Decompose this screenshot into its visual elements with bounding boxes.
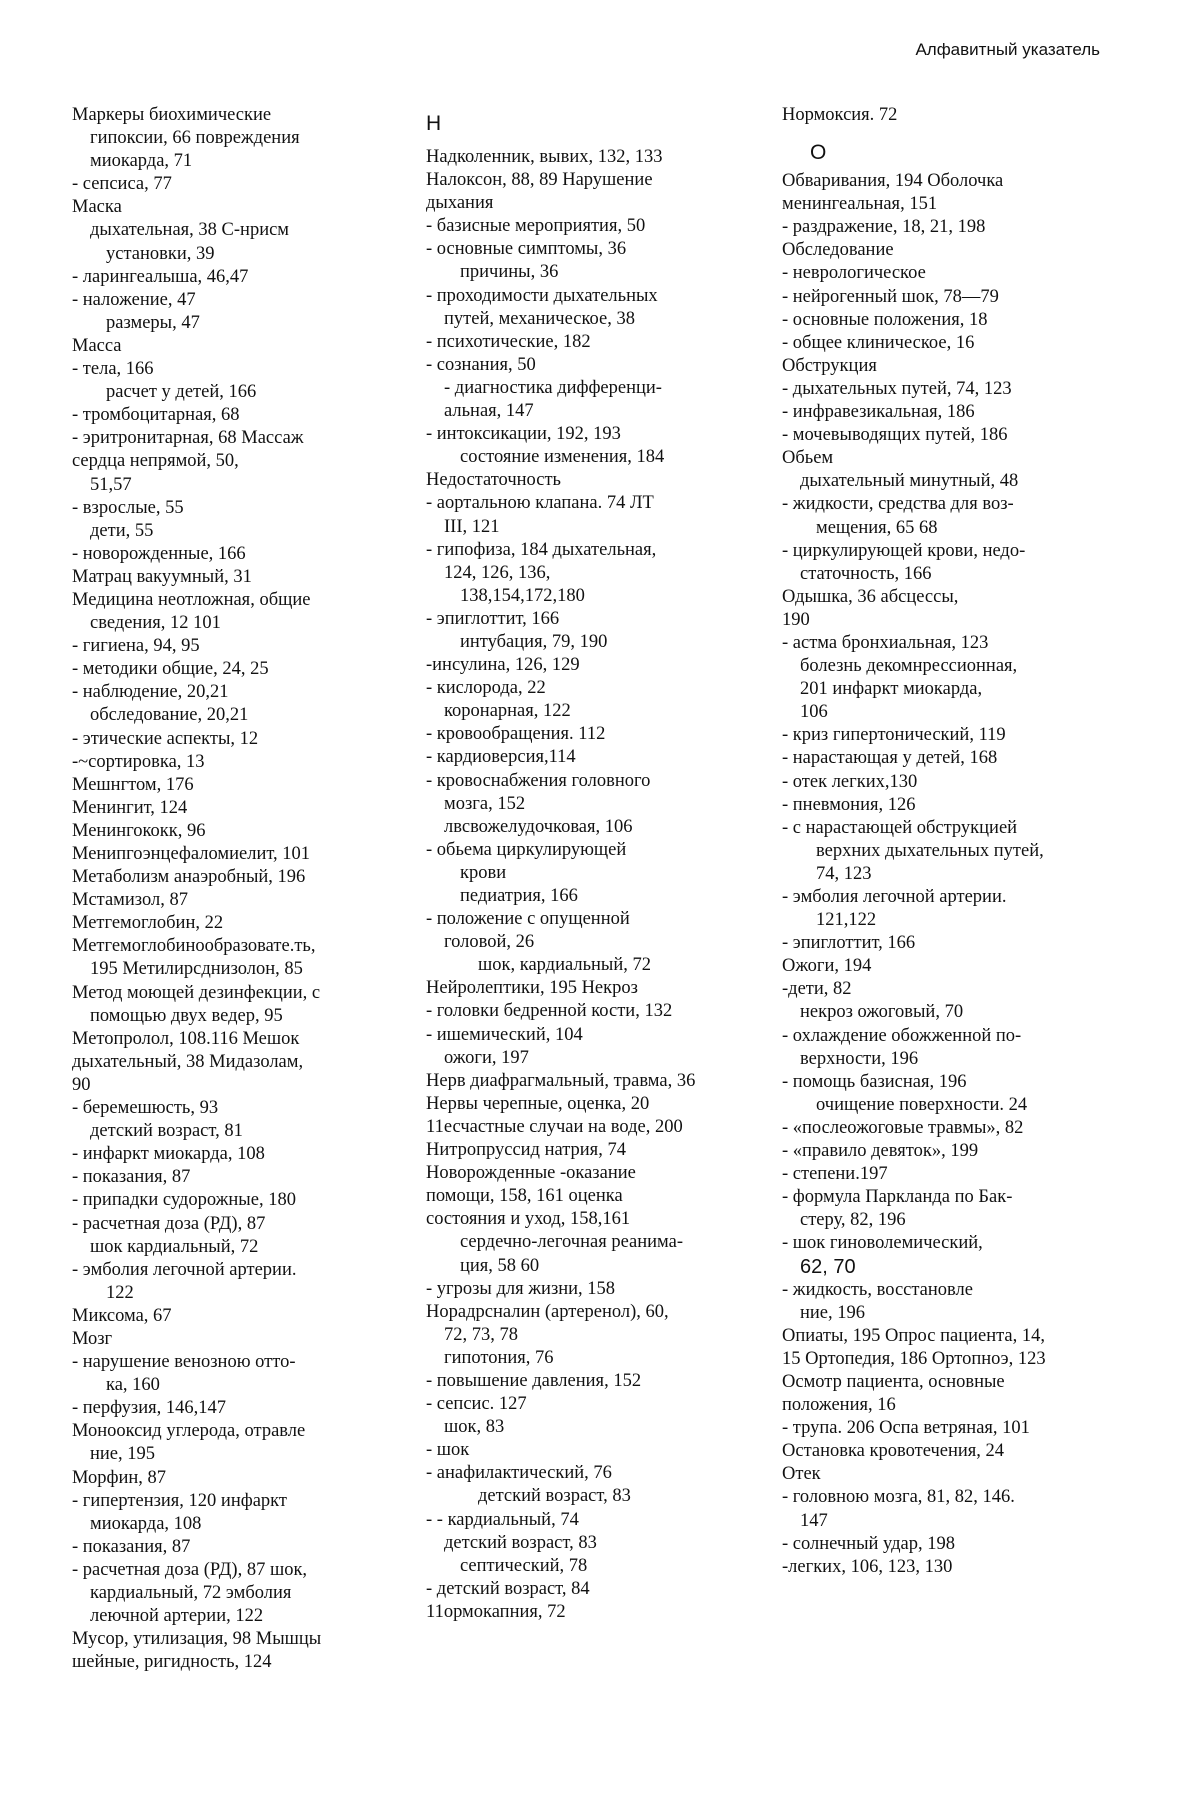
index-entry-line: установки, 39 <box>106 243 215 264</box>
index-entry-line: сердечно-легочная реанима- <box>460 1232 683 1253</box>
index-entry-line: дыхательный минутный, 48 <box>800 471 1019 492</box>
index-entry-line: Нейролептики, 195 Некроз <box>426 978 638 999</box>
index-entry-line: - охлаждение обожженной по- <box>782 1025 1022 1046</box>
index-entry-line: - обьема циркулирующей <box>426 839 627 860</box>
index-entry-line: менингеальная, 151 <box>782 194 938 215</box>
index-entry-line: положения, 16 <box>782 1395 896 1416</box>
index-entry-line: - криз гипертонический, 119 <box>782 725 1006 746</box>
index-entry-line: размеры, 47 <box>106 312 200 333</box>
index-entry-line: - показания, 87 <box>72 1536 191 1557</box>
index-entry-line: - проходимости дыхательных <box>426 285 658 306</box>
index-entry-line: дыхательная, 38 С-нрисм <box>90 220 290 241</box>
index-entry-line: - циркулирующей крови, недо- <box>782 540 1026 561</box>
index-entry-line: - базисные мероприятия, 50 <box>426 216 646 237</box>
index-entry-line: - взрослые, 55 <box>72 497 184 518</box>
index-entry-line: - солнечный удар, 198 <box>782 1533 956 1554</box>
index-entry-line: сердца непрямой, 50, <box>72 451 239 472</box>
index-entry-line: верхних дыхательных путей, <box>816 840 1044 861</box>
index-entry-line: - гигиена, 94, 95 <box>72 636 200 657</box>
index-entry-line: - повышение давления, 152 <box>426 1370 642 1391</box>
index-entry-line: - психотические, 182 <box>426 331 591 352</box>
section-letter: Н <box>426 112 442 135</box>
index-entry-line: Недостаточность <box>426 470 561 491</box>
index-entry-line: Новорожденные -оказание <box>426 1163 636 1184</box>
index-entry-line: леючной артерии, 122 <box>90 1606 264 1627</box>
index-entry-line: Миксома, 67 <box>72 1305 172 1326</box>
index-entry-line: шок, 83 <box>444 1417 505 1438</box>
index-entry-line: - детский возраст, 84 <box>426 1578 590 1599</box>
index-entry-line: - астма бронхиальная, 123 <box>782 632 989 653</box>
index-entry-line: состояние изменения, 184 <box>460 447 665 468</box>
index-entry-line: Нервы черепные, оценка, 20 <box>426 1093 650 1114</box>
index-entry-line: - нарушение венозною отто- <box>72 1352 296 1373</box>
index-entry-line: Обьем <box>782 448 834 469</box>
index-entry-line: Маска <box>72 197 122 218</box>
index-entry-line: Одышка, 36 абсцессы, <box>782 586 959 607</box>
section-letter: О <box>810 141 827 165</box>
index-entry-line: - сознания, 50 <box>426 354 536 375</box>
index-entry-line: Обследование <box>782 240 894 261</box>
index-entry-line: 15 Ортопедия, 186 Ортопноэ, 123 <box>782 1348 1046 1369</box>
index-entry-line: 106 <box>800 702 828 723</box>
index-entry-line: - головною мозга, 81, 82, 146. <box>782 1487 1015 1508</box>
index-entry-line: - этические аспекты, 12 <box>72 728 259 749</box>
index-entry-line: 122 <box>106 1282 134 1303</box>
index-entry-line: - нейрогенный шок, 78—79 <box>782 286 999 307</box>
index-entry-line: мещения, 65 68 <box>816 517 938 538</box>
index-entry-line: - угрозы для жизни, 158 <box>426 1278 616 1299</box>
index-column-3 <box>782 104 1112 1579</box>
index-column-2 <box>426 104 766 1624</box>
index-entry-line: - эпиглоттит, 166 <box>426 608 560 629</box>
index-entry-line: - головки бедренной кости, 132 <box>426 1001 673 1022</box>
index-entry-line: - кислорода, 22 <box>426 678 546 699</box>
index-entry-line: Осмотр пациента, основные <box>782 1371 1005 1392</box>
index-entry-line: Нормоксия. 72 <box>782 105 898 125</box>
index-entry-line: путей, механическое, 38 <box>444 308 635 329</box>
index-entry-line: - расчетная доза (РД), 87 шок, <box>72 1559 308 1580</box>
index-entry-line: Метгемоглобинообразовате.ть, <box>72 936 316 957</box>
index-entry-line: ожоги, 197 <box>444 1047 529 1068</box>
index-entry-line: 124, 126, 136, <box>444 562 551 583</box>
index-entry-line: - перфузия, 146,147 <box>72 1398 227 1419</box>
index-entry-line: 11есчастные случаи на воде, 200 <box>426 1116 683 1137</box>
index-entry-line: -легких, 106, 123, 130 <box>782 1556 953 1577</box>
index-entry-line: - эмболия легочной артерии. <box>72 1259 297 1280</box>
index-entry-line: Остановка кровотечения, 24 <box>782 1441 1005 1462</box>
index-entry-line: Метод моющей дезинфекции, с <box>72 982 321 1003</box>
index-entry-line: 190 <box>782 609 810 630</box>
index-entry-line: крови <box>460 862 507 883</box>
index-entry-line: - - кардиальный, 74 <box>426 1509 579 1530</box>
index-entry-line: головой, 26 <box>444 932 535 953</box>
index-entry-line: Метаболизм анаэробный, 196 <box>72 867 306 888</box>
index-entry-line: дыхательный, 38 Мидазолам, <box>72 1051 304 1072</box>
index-entry-line: - жидкости, средства для воз- <box>782 494 1014 515</box>
index-entry-line: ние, 196 <box>800 1302 866 1323</box>
index-entry-line: 72, 73, 78 <box>444 1324 518 1345</box>
index-entry-line: -дети, 82 <box>782 979 852 1000</box>
index-entry-line: - шок гиноволемический, <box>782 1233 983 1254</box>
index-entry-line: расчет у детей, 166 <box>106 382 257 403</box>
index-entry-line: интубация, 79, 190 <box>460 631 608 652</box>
index-entry-line: 74, 123 <box>816 863 872 884</box>
index-entry-line: 51,57 <box>90 474 132 495</box>
index-entry-line: Обструкция <box>782 355 877 376</box>
index-entry-line: 195 Метилирсднизолон, 85 <box>90 959 303 980</box>
index-entry-line: педиатрия, 166 <box>460 886 578 906</box>
index-entry-line: детский возраст, 83 <box>478 1486 631 1507</box>
index-entry-line: Маркеры биохимические <box>72 105 272 125</box>
index-entry-line: Мозг <box>72 1328 113 1349</box>
index-entry-line: Менингококк, 96 <box>72 820 206 841</box>
index-entry-line: - гипертензия, 120 инфаркт <box>72 1490 288 1511</box>
index-entry-line: - тромбоцитарная, 68 <box>72 405 240 426</box>
index-entry-line: Мстамизол, 87 <box>72 890 188 911</box>
index-entry-line: - «правило девяток», 199 <box>782 1141 979 1162</box>
index-entry-line: болезнь декомнрессионная, <box>800 656 1018 677</box>
index-entry-line: III, 121 <box>444 516 500 537</box>
index-entry-line: - диагностика дифференци- <box>444 377 662 398</box>
index-entry-line: Нерв диафрагмальный, травма, 36 <box>426 1070 696 1091</box>
index-entry-line: верхности, 196 <box>800 1048 919 1069</box>
index-entry-line: - степени.197 <box>782 1164 888 1185</box>
index-entry-line: сведения, 12 101 <box>90 613 221 634</box>
index-entry-line: - ишемический, 104 <box>426 1024 583 1045</box>
index-entry-line: гипотония, 76 <box>444 1347 554 1368</box>
index-entry-line: Менипгоэнцефаломиелит, 101 <box>72 844 311 864</box>
index-entry-line: - кардиоверсия,114 <box>426 747 576 768</box>
index-entry-line: дыхания <box>426 193 494 214</box>
index-entry-line: Мусор, утилизация, 98 Мышцы <box>72 1629 322 1650</box>
index-entry-line: статочность, 166 <box>800 563 932 584</box>
index-entry-line: - гипофиза, 184 дыхательная, <box>426 539 657 560</box>
index-entry-line: - расчетная доза (РД), 87 <box>72 1213 266 1234</box>
index-entry-line: - шок <box>426 1440 470 1461</box>
index-entry-line: - сепсиса, 77 <box>72 174 172 195</box>
index-entry-line: 201 инфаркт миокарда, <box>800 679 983 700</box>
index-entry-line: -~сортировка, 13 <box>72 751 205 772</box>
index-entry-line: - помощь базисная, 196 <box>782 1071 967 1092</box>
index-entry-line: - наблюдение, 20,21 <box>72 682 229 703</box>
index-entry-line: миокарда, 71 <box>90 151 193 172</box>
index-entry-line: - инфаркт миокарда, 108 <box>72 1144 265 1165</box>
index-entry-line: - нарастающая у детей, 168 <box>782 748 998 769</box>
index-entry-line: Мешнгтом, 176 <box>72 774 194 795</box>
running-head: Алфавитный указатель <box>915 40 1100 59</box>
index-entry-line: причины, 36 <box>460 262 559 283</box>
index-entry-line: Отек <box>782 1464 821 1485</box>
index-entry-line: - положение с опущенной <box>426 909 630 930</box>
index-entry-line: помощи, 158, 161 оценка <box>426 1186 623 1207</box>
index-entry-line: Медицина неотложная, общие <box>72 589 311 610</box>
index-entry-line: - эритронитарная, 68 Массаж <box>72 428 304 449</box>
index-entry-line: шок кардиальный, 72 <box>90 1236 259 1257</box>
index-entry-line: - ларингеалыша, 46,47 <box>72 266 249 287</box>
index-entry-line: Нитропруссид натрия, 74 <box>426 1140 626 1161</box>
index-entry-line: - с нарастающей обструкцией <box>782 817 1018 838</box>
index-entry-line: очищение поверхности. 24 <box>816 1094 1028 1115</box>
index-entry-line: шок, кардиальный, 72 <box>478 955 651 976</box>
index-column-1 <box>72 104 392 1674</box>
index-entry-line: ка, 160 <box>106 1375 160 1396</box>
index-entry-line: - дыхательных путей, 74, 123 <box>782 378 1012 399</box>
index-entry-line: - формула Паркланда по Бак- <box>782 1187 1013 1208</box>
index-entry-line: - беремешюсть, 93 <box>72 1098 219 1119</box>
index-entry-line: Надколенник, вывих, 132, 133 <box>426 147 663 167</box>
index-entry-line: детский возраст, 83 <box>444 1532 597 1553</box>
index-entry-line: - наложение, 47 <box>72 289 196 310</box>
index-entry-line: Опиаты, 195 Опрос пациента, 14, <box>782 1325 1046 1346</box>
index-entry-line: - жидкость, восстановле <box>782 1279 973 1300</box>
index-entry-line: 121,122 <box>816 910 877 931</box>
index-entry-line: гипоксии, 66 повреждения <box>90 128 300 149</box>
index-entry-line: Норадрсналин (артеренол), 60, <box>426 1301 669 1322</box>
index-entry-line: некроз ожоговый, 70 <box>800 1002 964 1023</box>
index-entry-line: - эмболия легочной артерии. <box>782 887 1007 907</box>
index-entry-line: - кровообращения. 112 <box>426 724 606 745</box>
index-entry-line: септический, 78 <box>460 1555 588 1576</box>
index-entry-line: 147 <box>800 1510 828 1531</box>
index-entry-line: 62, 70 <box>800 1255 856 1278</box>
index-entry-line: - показания, 87 <box>72 1167 191 1188</box>
index-entry-line: лвсвожелудочковая, 106 <box>444 816 633 837</box>
index-entry-line: - отек легких,130 <box>782 771 918 792</box>
index-entry-line: кардиальный, 72 эмболия <box>90 1583 292 1603</box>
index-entry-line: Морфин, 87 <box>72 1467 167 1488</box>
index-entry-line: - методики общие, 24, 25 <box>72 659 269 680</box>
index-entry-line: - трупа. 206 Оспа ветряная, 101 <box>782 1418 1030 1439</box>
index-entry-line: коронарная, 122 <box>444 701 571 722</box>
index-entry-line: Налоксон, 88, 89 Нарушение <box>426 170 653 191</box>
index-entry-line: дети, 55 <box>90 520 154 541</box>
index-entry-line: - сепсис. 127 <box>426 1394 527 1415</box>
index-entry-line: ние, 195 <box>90 1444 156 1465</box>
index-entry-line: - аортальною клапана. 74 ЛТ <box>426 493 654 514</box>
index-entry-line: Менингит, 124 <box>72 797 188 818</box>
index-entry-line: детский возраст, 81 <box>90 1121 243 1142</box>
index-entry-line: - инфравезикальная, 186 <box>782 402 975 423</box>
index-entry-line: Обваривания, 194 Оболочка <box>782 171 1004 192</box>
index-entry-line: - кровоснабжения головного <box>426 770 651 791</box>
index-entry-line: 138,154,172,180 <box>460 585 585 606</box>
index-entry-line: Монооксид углерода, отравле <box>72 1421 306 1442</box>
index-entry-line: - «послеожоговые травмы», 82 <box>782 1117 1024 1138</box>
index-entry-line: - основные симптомы, 36 <box>426 239 627 260</box>
index-entry-line: альная, 147 <box>444 401 534 422</box>
index-entry-line: Метопролол, 108.116 Мешок <box>72 1028 300 1049</box>
index-entry-line: - мочевыводящих путей, 186 <box>782 425 1008 446</box>
index-entry-line: шейные, ригидность, 124 <box>72 1652 272 1673</box>
index-entry-line: стеру, 82, 196 <box>800 1210 906 1231</box>
index-entry-line: - припадки судорожные, 180 <box>72 1190 296 1211</box>
index-entry-line: - анафилактический, 76 <box>426 1463 612 1484</box>
index-entry-line: 90 <box>72 1074 91 1095</box>
index-entry-line: -инсулина, 126, 129 <box>426 655 580 676</box>
index-entry-line: помощью двух ведер, 95 <box>90 1005 283 1026</box>
index-entry-line: - эпиглоттит, 166 <box>782 933 916 954</box>
index-entry-line: - пневмония, 126 <box>782 794 916 815</box>
index-entry-line: - новорожденные, 166 <box>72 543 246 564</box>
index-entry-line: - общее клиническое, 16 <box>782 332 975 353</box>
index-entry-line: - интоксикации, 192, 193 <box>426 424 621 445</box>
index-entry-line: - основные положения, 18 <box>782 309 988 330</box>
index-entry-line: Масса <box>72 335 122 356</box>
index-entry-line: 11ормокапния, 72 <box>426 1601 566 1622</box>
index-entry-line: обследование, 20,21 <box>90 705 249 726</box>
index-entry-line: - раздражение, 18, 21, 198 <box>782 217 986 238</box>
index-entry-line: Матрац вакуумный, 31 <box>72 566 252 587</box>
index-entry-line: миокарда, 108 <box>90 1513 202 1534</box>
index-entry-line: мозга, 152 <box>444 793 526 814</box>
index-entry-line: - тела, 166 <box>72 359 154 380</box>
index-entry-line: ция, 58 60 <box>460 1255 540 1276</box>
index-entry-line: Ожоги, 194 <box>782 956 872 977</box>
index-entry-line: состояния и уход, 158,161 <box>426 1209 631 1230</box>
index-entry-line: - неврологическое <box>782 263 926 284</box>
index-entry-line: Метгемоглобин, 22 <box>72 913 224 934</box>
